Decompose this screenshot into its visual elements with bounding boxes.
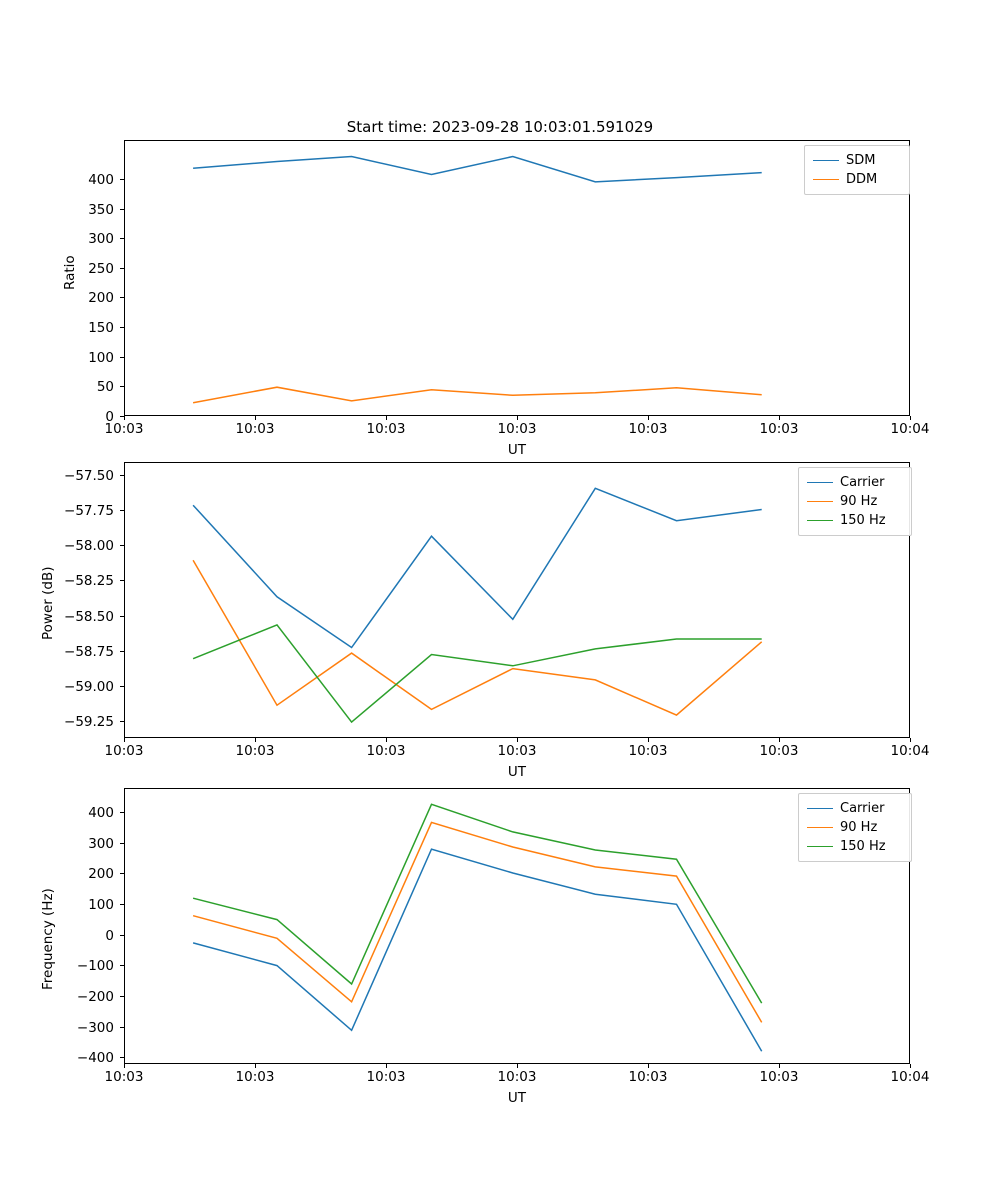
series-line-150hz-power (193, 625, 762, 722)
xtick-label: 10:03 (104, 743, 144, 759)
series-svg-frequency (125, 789, 910, 1064)
xtick-label: 10:03 (628, 1069, 668, 1085)
y-axis-label-frequency: Frequency (Hz) (40, 888, 56, 990)
legend-item (807, 473, 903, 492)
plot-area-ratio (124, 140, 910, 416)
series-line-carrier-frequency (193, 849, 762, 1051)
ytick-label: −58.75 (64, 643, 114, 660)
legend-line-icon (807, 846, 833, 847)
ytick-mark (120, 580, 124, 581)
series-svg-ratio (125, 141, 910, 416)
ytick-mark (120, 475, 124, 476)
legend-line-icon (807, 482, 833, 483)
legend-line-icon (807, 501, 833, 502)
panel-power (0, 440, 1000, 780)
plot-area-frequency (124, 788, 910, 1064)
plot-area-power (124, 462, 910, 738)
ytick-label: −58.25 (64, 573, 114, 590)
legend-label: Carrier (840, 475, 885, 490)
legend-label: 90 Hz (840, 820, 878, 835)
legend-item (807, 837, 903, 856)
ytick-label: −400 (76, 1050, 114, 1067)
xtick-label: 10:03 (628, 421, 668, 437)
ytick-mark (120, 996, 124, 997)
legend-item (807, 818, 903, 837)
ytick-mark (120, 873, 124, 874)
ytick-label: 300 (88, 835, 114, 852)
ytick-label: 250 (88, 260, 114, 277)
ytick-label: −57.50 (64, 467, 114, 484)
xtick-mark (648, 416, 649, 420)
ytick-label: −58.50 (64, 608, 114, 625)
xtick-mark (255, 416, 256, 420)
chart-title: Start time: 2023-09-28 10:03:01.591029 (346, 118, 654, 136)
xtick-label: 10:03 (104, 1069, 144, 1085)
ytick-mark (120, 965, 124, 966)
legend-line-icon (807, 827, 833, 828)
legend-line-icon (807, 520, 833, 521)
legend-item (813, 151, 901, 170)
ytick-mark (120, 268, 124, 269)
xtick-label: 10:03 (759, 1069, 799, 1085)
ytick-mark (120, 1057, 124, 1058)
ytick-label: 0 (105, 927, 114, 944)
legend-line-icon (813, 179, 839, 180)
ytick-mark (120, 327, 124, 328)
xtick-mark (386, 1064, 387, 1068)
ytick-label: −300 (76, 1019, 114, 1036)
xtick-mark (386, 416, 387, 420)
legend-label: 150 Hz (840, 839, 886, 854)
xtick-mark (779, 738, 780, 742)
series-line-carrier-power (193, 488, 762, 647)
ytick-mark (120, 935, 124, 936)
ytick-label: 100 (88, 897, 114, 913)
ytick-mark (120, 386, 124, 387)
ytick-label: 0 (105, 409, 114, 425)
legend-label: SDM (846, 153, 876, 168)
legend-power (798, 467, 912, 536)
xtick-label: 10:03 (497, 1069, 537, 1085)
xtick-mark (124, 416, 125, 420)
legend-item (807, 492, 903, 511)
ytick-label: 100 (88, 349, 114, 366)
ytick-mark (120, 209, 124, 210)
x-axis-label-power: UT (507, 764, 527, 780)
xtick-label: 10:03 (759, 743, 799, 759)
ytick-mark (120, 812, 124, 813)
series-line-ddm (193, 387, 762, 403)
ytick-label: −100 (76, 958, 114, 975)
ytick-mark (120, 651, 124, 652)
ytick-label: 350 (88, 201, 114, 218)
ytick-label: −58.00 (64, 538, 114, 555)
ytick-mark (120, 297, 124, 298)
legend-frequency (798, 793, 912, 862)
xtick-mark (648, 1064, 649, 1068)
x-axis-label-ratio: UT (507, 442, 527, 458)
xtick-label: 10:03 (235, 1069, 275, 1085)
series-svg-power (125, 463, 910, 738)
xtick-mark (779, 1064, 780, 1068)
xtick-label: 10:03 (104, 421, 144, 437)
legend-item (807, 799, 903, 818)
legend-label: 150 Hz (840, 513, 886, 528)
y-axis-label-ratio: Ratio (62, 255, 78, 290)
ytick-label: 300 (88, 231, 114, 248)
ytick-label: −59.25 (64, 714, 114, 731)
xtick-mark (124, 1064, 125, 1068)
xtick-label: 10:03 (235, 421, 275, 437)
xtick-mark (517, 738, 518, 742)
ytick-mark (120, 510, 124, 511)
ytick-label: 50 (96, 379, 114, 396)
ytick-label: −59.00 (64, 679, 114, 696)
x-axis-label-frequency: UT (507, 1090, 527, 1106)
xtick-mark (648, 738, 649, 742)
panel-ratio (0, 110, 1000, 458)
ytick-mark (120, 357, 124, 358)
xtick-mark (910, 416, 911, 420)
legend-label: 90 Hz (840, 494, 878, 509)
legend-label: Carrier (840, 801, 885, 816)
legend-label: DDM (846, 172, 878, 187)
xtick-label: 10:03 (497, 743, 537, 759)
xtick-mark (255, 738, 256, 742)
series-line-sdm (193, 157, 762, 182)
ytick-mark (120, 843, 124, 844)
xtick-mark (517, 1064, 518, 1068)
xtick-label: 10:03 (366, 421, 406, 437)
series-line-90hz-frequency (193, 822, 762, 1022)
xtick-mark (779, 416, 780, 420)
xtick-label: 10:03 (366, 743, 406, 759)
legend-line-icon (807, 808, 833, 809)
legend-item (813, 170, 901, 189)
xtick-label: 10:04 (890, 743, 930, 759)
xtick-label: 10:03 (235, 743, 275, 759)
legend-item (807, 511, 903, 530)
xtick-mark (255, 1064, 256, 1068)
legend-ratio (804, 145, 910, 195)
xtick-label: 10:04 (890, 1069, 930, 1085)
ytick-mark (120, 1027, 124, 1028)
ytick-label: −57.75 (64, 502, 114, 519)
ytick-label: 200 (88, 866, 114, 883)
ytick-mark (120, 686, 124, 687)
ytick-mark (120, 721, 124, 722)
xtick-mark (517, 416, 518, 420)
ytick-label: 150 (88, 320, 114, 337)
panel-frequency (0, 770, 1000, 1106)
xtick-mark (124, 738, 125, 742)
ytick-label: 400 (88, 171, 114, 188)
legend-line-icon (813, 160, 839, 161)
ytick-label: 400 (88, 805, 114, 821)
y-axis-label-power: Power (dB) (40, 566, 56, 640)
ytick-mark (120, 904, 124, 905)
ytick-mark (120, 616, 124, 617)
ytick-mark (120, 545, 124, 546)
xtick-label: 10:03 (366, 1069, 406, 1085)
ytick-label: −200 (76, 989, 114, 1005)
xtick-label: 10:03 (497, 421, 537, 437)
xtick-mark (386, 738, 387, 742)
xtick-mark (910, 1064, 911, 1068)
ytick-label: 200 (88, 290, 114, 307)
ytick-mark (120, 179, 124, 180)
xtick-label: 10:04 (890, 421, 930, 437)
xtick-label: 10:03 (759, 421, 799, 437)
xtick-mark (910, 738, 911, 742)
xtick-label: 10:03 (628, 743, 668, 759)
ytick-mark (120, 238, 124, 239)
